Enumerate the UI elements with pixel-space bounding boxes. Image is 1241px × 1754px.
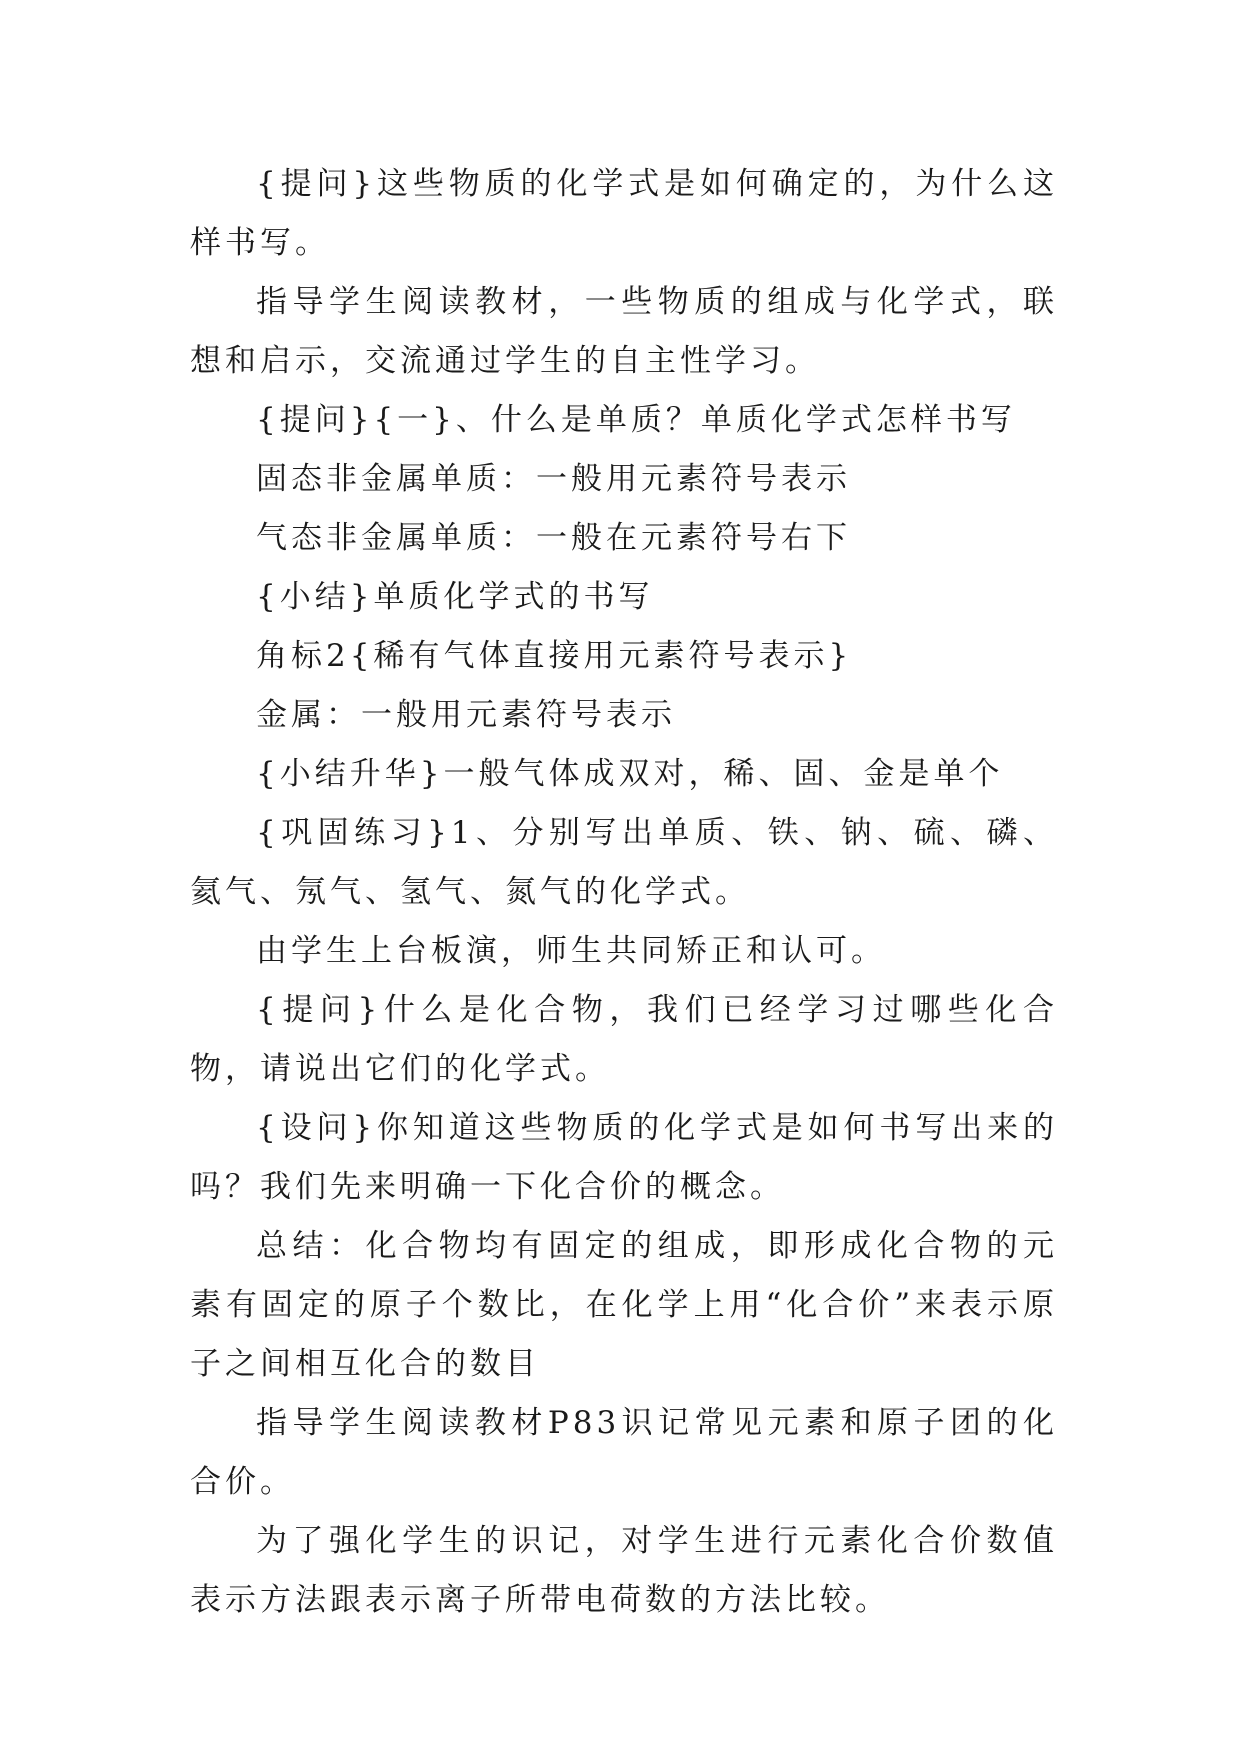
paragraph-question-element: {提问}{一}、什么是单质？单质化学式怎样书写 [256,402,1016,438]
paragraph-gas-nonmetal: 气态非金属单质：一般在元素符号右下 [256,520,851,556]
paragraph-guide-valence: 指导学生阅读教材P83识记常见元素和原子团的化合价。 [190,1405,1058,1500]
document-page [190,155,1058,1630]
paragraph-subscript: 角标2{稀有气体直接用元素符号表示} [256,638,853,674]
paragraph-board-demo: 由学生上台板演，师生共同矫正和认可。 [256,933,886,969]
paragraph-hypothesis: {设问}你知道这些物质的化学式是如何书写出来的吗？我们先来明确一下化合价的概念。 [190,1110,1058,1205]
paragraph-guide-reading: 指导学生阅读教材，一些物质的组成与化学式，联想和启示，交流通过学生的自主性学习。 [190,284,1058,379]
paragraph-conclusion: 总结：化合物均有固定的组成，即形成化合物的元素有固定的原子个数比，在化学上用“化合价”来表示原子之间相互化合的数目 [190,1228,1058,1382]
paragraph-summary-upgrade: {小结升华}一般气体成双对，稀、固、金是单个 [256,756,1004,792]
paragraph-question-compound: {提问}什么是化合物，我们已经学习过哪些化合物，请说出它们的化学式。 [190,992,1058,1087]
paragraph-reinforce: 为了强化学生的识记，对学生进行元素化合价数值表示方法跟表示离子所带电荷数的方法比较。 [190,1523,1058,1618]
paragraph-summary: {小结}单质化学式的书写 [256,579,654,615]
paragraph-solid-nonmetal: 固态非金属单质：一般用元素符号表示 [256,461,851,497]
paragraph-practice: {巩固练习}1、分别写出单质、铁、钠、硫、磷、氦气、氖气、氢气、氮气的化学式。 [190,815,1058,910]
paragraph-metal: 金属：一般用元素符号表示 [256,697,676,733]
paragraph-question-formula: {提问}这些物质的化学式是如何确定的，为什么这样书写。 [190,166,1058,261]
